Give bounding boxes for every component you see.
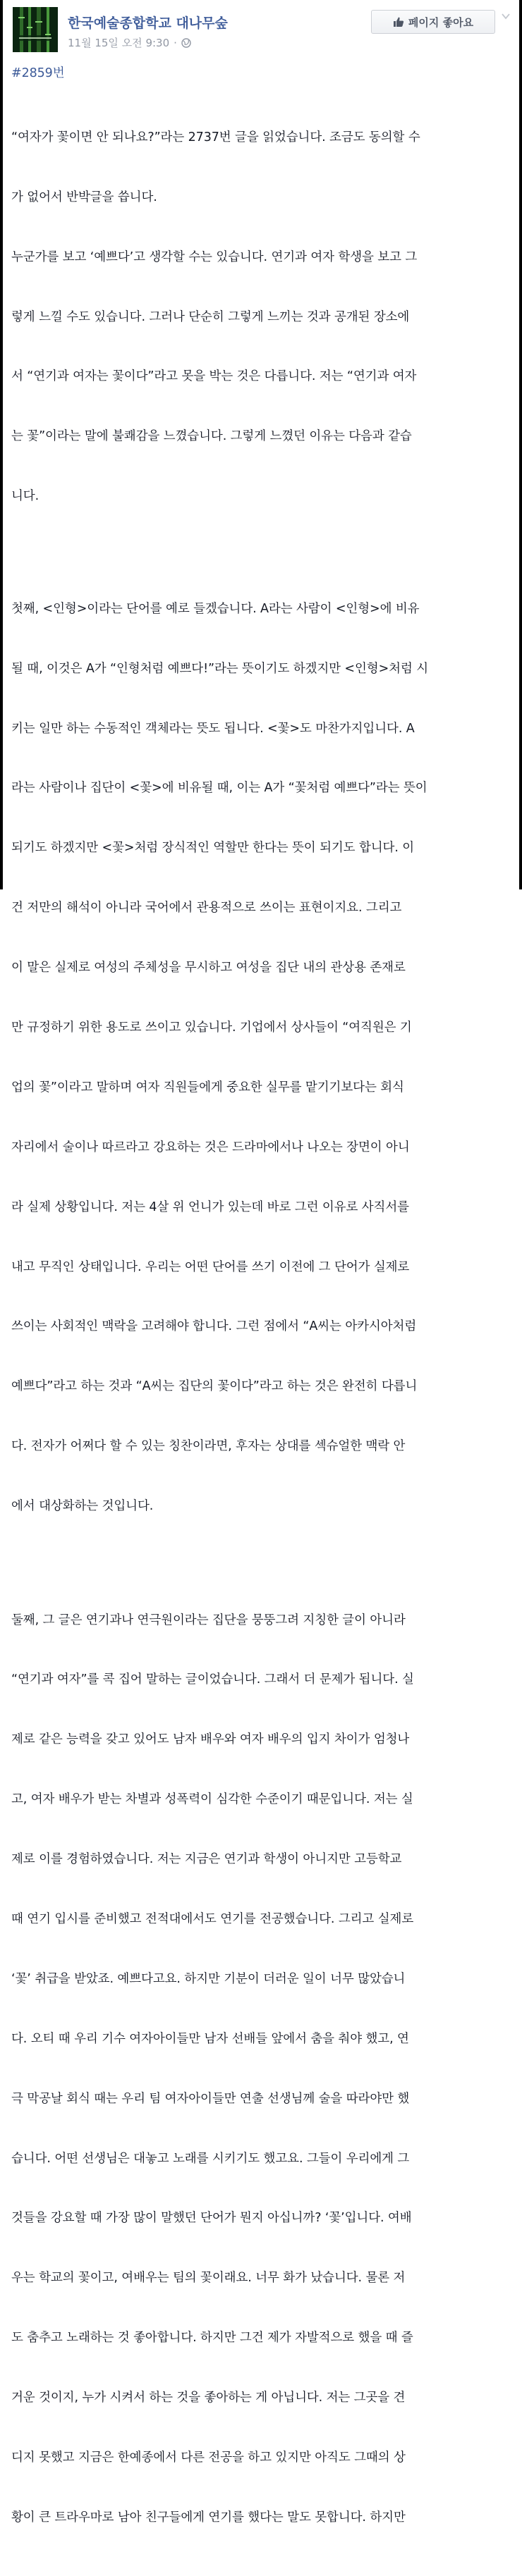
text-line: 는 꽃”이라는 말에 불쾌감을 느꼈습니다. 그렇게 느꼈던 이유는 다음과 같습	[11, 429, 412, 444]
text-line: 서 “연기과 여자는 꽃이다”라고 못을 박는 것은 다릅니다. 저는 “연기과 여자	[11, 369, 417, 384]
meta-separator: ·	[174, 36, 177, 49]
text-line: 건 저만의 해석이 아니라 국어에서 관용적으로 쓰이는 표현이지요. 그리고	[11, 901, 402, 916]
text-line: 때 연기 입시를 준비했고 전적대에서도 연기를 전공했습니다. 그리고 실제로	[11, 1912, 414, 1927]
text-line: 만 규정하기 위한 용도로 쓰이고 있습니다. 기업에서 상사들이 “여직원은 기	[11, 1020, 412, 1035]
text-line: 니다.	[11, 489, 40, 504]
text-line: 습니다. 어떤 선생님은 대놓고 노래를 시키기도 했고요. 그들이 우리에게 그	[11, 2151, 410, 2166]
text-line: 둘째, 그 글은 연기과나 연극원이라는 집단을 뭉뚱그려 지칭한 글이 아니라	[11, 1613, 406, 1627]
post-hashtag[interactable]: #2859번	[11, 66, 65, 80]
text-line: 누군가를 보고 ‘예쁘다’고 생각할 수는 있습니다. 연기과 여자 학생을 보고 그	[11, 249, 418, 264]
bamboo-logo-icon	[13, 7, 58, 52]
thumbs-up-icon	[393, 16, 404, 27]
text-line: 라는 사람이나 집단이 <꽃>에 비유될 때, 이는 A가 “꽃처럼 예쁘다”라는 뜻이	[11, 781, 427, 796]
text-line: ‘꽃’ 취급을 받았죠. 예쁘다고요. 하지만 기분이 더러운 일이 너무 많았습니	[11, 1971, 406, 1986]
screen-border-right	[519, 0, 522, 889]
text-line: 자리에서 술이나 따르라고 강요하는 것은 드라마에서나 나오는 장면이 아니	[11, 1140, 410, 1154]
post-header	[8, 4, 514, 51]
text-line: 쓰이는 사회적인 맥락을 고려해야 합니다. 그런 점에서 “A씨는 아카시아처럼	[11, 1319, 417, 1334]
post-timestamp[interactable]: 11월 15일 오전 9:30	[68, 37, 170, 49]
post-paragraph-3	[11, 1570, 514, 2568]
text-line: 이 말은 실제로 여성의 주체성을 무시하고 여성을 집단 내의 관상용 존재로	[11, 961, 406, 975]
text-line: 극 막공날 회식 때는 우리 팀 여자아이들만 연출 선생님께 술을 따라야만 했	[11, 2091, 410, 2106]
text-line: 키는 일만 하는 수동적인 객체라는 뜻도 됩니다. <꽃>도 마찬가지입니다. A	[11, 721, 415, 736]
text-line: 것들을 강요할 때 가장 많이 말했던 단어가 뭔지 아십니까? ‘꽃’입니다. 여배	[11, 2211, 412, 2226]
chevron-down-icon[interactable]	[501, 11, 511, 21]
text-line: 우는 학교의 꽃이고, 여배우는 팀의 꽃이래요. 너무 화가 났습니다. 물론 저	[11, 2271, 406, 2286]
text-line: 다. 오티 때 우리 기수 여자아이들만 남자 선배들 앞에서 춤을 춰야 했고, 연	[11, 2031, 409, 2046]
text-line: 에서 대상화하는 것입니다.	[11, 1499, 154, 1514]
post-body	[11, 63, 514, 2576]
text-line: 도 춤추고 노래하는 것 좋아합니다. 하지만 그건 제가 자발적으로 했을 때 즐	[11, 2331, 413, 2346]
text-line: “여자가 꽃이면 안 되나요?”라는 2737번 글을 읽었습니다. 조금도 동의할 수	[11, 130, 420, 144]
page-avatar[interactable]	[13, 7, 58, 52]
post-paragraph-2	[11, 559, 514, 1556]
text-line: 거운 것이지, 누가 시켜서 하는 것을 좋아하는 게 아닙니다. 저는 그곳을 견	[11, 2391, 406, 2405]
text-line: 첫째, <인형>이라는 단어를 예로 들겠습니다. A라는 사람이 <인형>에 비유	[11, 601, 420, 616]
text-line: 라 실제 상황입니다. 저는 4살 위 언니가 있는데 바로 그런 이유로 사직서를	[11, 1200, 409, 1214]
post-meta	[68, 35, 191, 50]
like-button-label: 페이지 좋아요	[408, 16, 474, 29]
text-line: “연기과 여자”를 콕 집어 말하는 글이었습니다. 그래서 더 문제가 됩니다. 실	[11, 1672, 414, 1687]
text-line: 고, 여자 배우가 받는 차별과 성폭력이 심각한 수준이기 때문입니다. 저는 실	[11, 1792, 413, 1807]
text-line: 가 없어서 반박글을 씁니다.	[11, 190, 157, 204]
text-line: 제로 이를 경험하였습니다. 저는 지금은 연기과 학생이 아니지만 고등학교	[11, 1852, 402, 1867]
text-line: 될 때, 이것은 A가 “인형처럼 예쁘다!”라는 뜻이기도 하겠지만 <인형>처럼 시	[11, 661, 429, 676]
text-line: 황이 큰 트라우마로 남아 친구들에게 연기를 했다는 말도 못합니다. 하지만	[11, 2510, 406, 2525]
text-line: 되기도 하겠지만 <꽃>처럼 장식적인 역할만 한다는 뜻이 되기도 합니다. 이	[11, 841, 415, 856]
text-line: 디지 못했고 지금은 한예종에서 다른 전공을 하고 있지만 아직도 그때의 상	[11, 2451, 406, 2465]
post-paragraph-1	[11, 87, 514, 546]
text-line: 렇게 느낄 수도 있습니다. 그러나 단순히 그렇게 느끼는 것과 공개된 장소에	[11, 309, 410, 324]
page-name-link[interactable]: 한국예술종합학교 대나무숲	[68, 16, 228, 31]
facebook-post	[3, 0, 519, 2525]
page-like-button[interactable]	[371, 10, 495, 34]
text-line: 내고 무직인 상태입니다. 우리는 어떤 단어를 쓰기 이전에 그 단어가 실제로	[11, 1259, 410, 1274]
text-line: 다. 전자가 어쩌다 할 수 있는 칭찬이라면, 후자는 상대를 섹슈얼한 맥락 안	[11, 1439, 406, 1454]
text-line: 업의 꽃”이라고 말하며 여자 직원들에게 중요한 실무를 맡기기보다는 회식	[11, 1080, 404, 1095]
text-line: 예쁘다”라고 하는 것과 “A씨는 집단의 꽃이다”라고 하는 것은 완전히 다릅니	[11, 1379, 418, 1394]
text-line: 제로 같은 능력을 갖고 있어도 남자 배우와 여자 배우의 입지 차이가 엄청나	[11, 1732, 410, 1747]
globe-icon	[181, 38, 191, 48]
